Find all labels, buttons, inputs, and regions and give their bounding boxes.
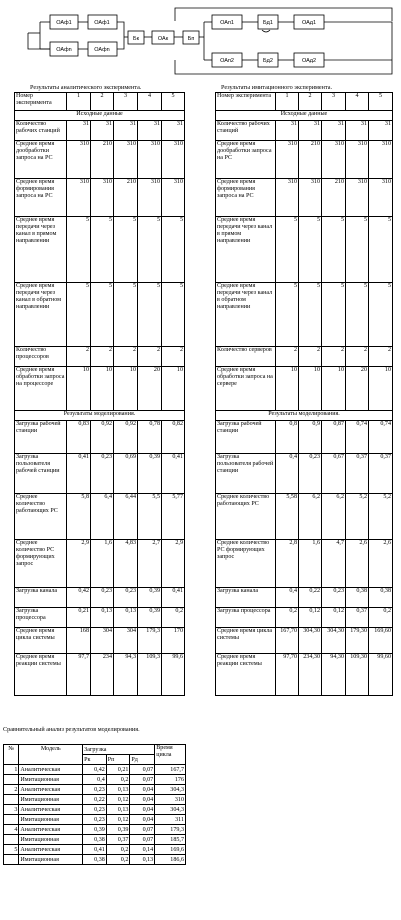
input-cell: 310	[369, 141, 393, 179]
result-cell: 0,8	[276, 421, 299, 454]
result-cell: 304	[114, 628, 138, 654]
input-cell: 310	[138, 179, 162, 217]
result-cell: 5,58	[276, 494, 299, 540]
result-cell: 304,30	[299, 628, 322, 654]
row-num	[4, 835, 19, 845]
input-row-label: Среднее время обработки запроса на процессоре	[15, 367, 67, 411]
node-label: ОАп2	[220, 58, 234, 64]
input-cell: 10	[299, 367, 322, 411]
result-cell: 0,38	[369, 588, 393, 608]
input-cell: 5	[369, 283, 393, 347]
input-cell: 210	[299, 141, 322, 179]
input-cell: 5	[162, 283, 185, 347]
col-load-header: Загрузка	[83, 745, 155, 755]
result-cell: 170	[162, 628, 185, 654]
exp-number: 2	[299, 93, 322, 111]
input-row-label: Среднее время передачи через канал в обратном направлении	[15, 283, 67, 347]
result-cell: 99,6	[162, 654, 185, 696]
input-row-label: Среднее время передачи через канал в прямом направлении	[216, 217, 276, 283]
result-cell: 0,21	[67, 608, 91, 628]
result-cell: 167,70	[276, 628, 299, 654]
result-cell: 304	[91, 628, 114, 654]
result-cell: 0,2	[162, 608, 185, 628]
input-cell: 31	[91, 121, 114, 141]
row-pp: 0,13	[106, 785, 130, 795]
row-pd: 0,04	[130, 795, 155, 805]
input-cell: 5	[346, 217, 369, 283]
col-pk-header: Pк	[83, 755, 107, 765]
comparison-row	[4, 805, 186, 815]
result-cell: 179,30	[346, 628, 369, 654]
row-pp: 0,2	[106, 845, 130, 855]
result-cell: 0,9	[299, 421, 322, 454]
input-cell: 210	[322, 179, 346, 217]
results-section-title: Результаты моделирования.	[216, 411, 393, 421]
node-label: ОАк	[157, 36, 169, 42]
row-pp: 0,13	[106, 805, 130, 815]
row-pd: 0,07	[130, 835, 155, 845]
result-cell: 0,92	[114, 421, 138, 454]
comparison-row	[4, 765, 186, 775]
input-cell: 5	[299, 283, 322, 347]
comparison-row	[4, 855, 186, 865]
result-cell: 5,8	[67, 494, 91, 540]
input-cell: 31	[369, 121, 393, 141]
result-cell: 1,6	[299, 540, 322, 588]
result-row-label: Среднее время цикла системы	[216, 628, 276, 654]
row-model: Имитационная	[19, 795, 83, 805]
input-row-label: Количество рабочих станций	[15, 121, 67, 141]
result-cell: 94,30	[322, 654, 346, 696]
input-cell: 310	[67, 141, 91, 179]
input-cell: 10	[67, 367, 91, 411]
input-cell: 5	[138, 283, 162, 347]
input-cell: 310	[346, 141, 369, 179]
row-pp: 0,12	[106, 815, 130, 825]
result-row-label: Загрузка процессора	[15, 608, 67, 628]
input-cell: 10	[369, 367, 393, 411]
input-cell: 5	[322, 283, 346, 347]
result-row-label: Среднее количество РС формирующих запрос	[216, 540, 276, 588]
node-label: ОАфn	[94, 47, 110, 53]
row-pp: 0,39	[106, 825, 130, 835]
comparison-row	[4, 825, 186, 835]
node-label: Бд2	[263, 58, 273, 64]
comparison-row	[4, 815, 186, 825]
input-cell: 31	[322, 121, 346, 141]
exp-number: 3	[322, 93, 346, 111]
comparison-table	[3, 744, 186, 865]
input-cell: 5	[91, 283, 114, 347]
input-cell: 310	[369, 179, 393, 217]
result-cell: 5,2	[346, 494, 369, 540]
exp-number: 4	[346, 93, 369, 111]
row-pd: 0,14	[130, 845, 155, 855]
row-pk: 0,41	[83, 845, 107, 855]
input-cell: 310	[346, 179, 369, 217]
row-time: 304,3	[155, 805, 186, 815]
result-cell: 4,7	[322, 540, 346, 588]
col-pp-header: Pп	[106, 755, 130, 765]
row-pp: 0,2	[106, 775, 130, 785]
system-diagram	[0, 0, 401, 86]
row-model: Аналитическая	[19, 845, 83, 855]
input-row-label: Среднее время формирования запроса на РС	[216, 179, 276, 217]
input-cell: 210	[91, 141, 114, 179]
input-cell: 5	[114, 283, 138, 347]
result-cell: 2,7	[138, 540, 162, 588]
input-cell: 20	[346, 367, 369, 411]
row-model: Имитационная	[19, 855, 83, 865]
result-cell: 0,41	[67, 454, 91, 494]
input-cell: 31	[114, 121, 138, 141]
result-cell: 0,2	[276, 608, 299, 628]
node-label: ОАп1	[220, 20, 234, 26]
comparison-row	[4, 775, 186, 785]
input-row-label: Среднее время дообработки запроса на РС	[15, 141, 67, 179]
input-cell: 5	[322, 217, 346, 283]
result-cell: 0,92	[91, 421, 114, 454]
input-cell: 5	[114, 217, 138, 283]
result-cell: 6,2	[299, 494, 322, 540]
input-cell: 31	[162, 121, 185, 141]
result-cell: 109,3	[138, 654, 162, 696]
result-cell: 109,30	[346, 654, 369, 696]
result-cell: 0,37	[369, 454, 393, 494]
result-cell: 6,44	[114, 494, 138, 540]
result-cell: 0,74	[346, 421, 369, 454]
result-cell: 168	[67, 628, 91, 654]
input-cell: 2	[276, 347, 299, 367]
node-label: ОАд2	[301, 58, 317, 64]
comparison-row	[4, 835, 186, 845]
result-cell: 97,7	[67, 654, 91, 696]
input-cell: 310	[162, 179, 185, 217]
row-time: 311	[155, 815, 186, 825]
input-section-title: Исходные данные	[15, 111, 185, 121]
row-num	[4, 855, 19, 865]
row-model: Имитационная	[19, 775, 83, 785]
input-cell: 5	[369, 217, 393, 283]
results-section-title: Результаты моделирования.	[15, 411, 185, 421]
result-cell: 0,37	[346, 608, 369, 628]
result-cell: 0,87	[322, 421, 346, 454]
comparison-row	[4, 845, 186, 855]
row-pd: 0,04	[130, 785, 155, 795]
analytic-caption: Результаты аналитического эксперимента.	[30, 84, 142, 91]
result-cell: 0,37	[346, 454, 369, 494]
input-cell: 2	[114, 347, 138, 367]
row-time: 185,7	[155, 835, 186, 845]
node-label: ОАфn	[56, 47, 72, 53]
exp-number-label: Номер эксперимента	[15, 93, 67, 111]
row-num: 2	[4, 785, 19, 795]
input-cell: 310	[114, 141, 138, 179]
result-cell: 0,4	[276, 588, 299, 608]
input-cell: 310	[162, 141, 185, 179]
input-cell: 2	[67, 347, 91, 367]
result-cell: 0,39	[138, 588, 162, 608]
exp-number-label: Номер эксперимента	[216, 93, 276, 111]
input-cell: 31	[138, 121, 162, 141]
col-time-header: Время цикла	[155, 745, 186, 765]
node-label: ОАд1	[301, 20, 317, 26]
input-row-label: Среднее время обработки запроса на сервере	[216, 367, 276, 411]
row-model: Аналитическая	[19, 785, 83, 795]
input-cell: 5	[276, 217, 299, 283]
result-row-label: Среднее количество работающих РС	[15, 494, 67, 540]
result-cell: 0,41	[162, 454, 185, 494]
exp-number: 4	[138, 93, 162, 111]
exp-number: 1	[67, 93, 91, 111]
result-cell: 2,8	[276, 540, 299, 588]
input-cell: 10	[322, 367, 346, 411]
input-row-label: Среднее время передачи через канал в обратном направлении	[216, 283, 276, 347]
row-pk: 0,38	[83, 855, 107, 865]
result-cell: 4,83	[114, 540, 138, 588]
result-row-label: Загрузка пользователя рабочей станции	[15, 454, 67, 494]
result-cell: 0,23	[114, 588, 138, 608]
row-num: 5	[4, 845, 19, 855]
input-cell: 310	[276, 179, 299, 217]
result-cell: 5,77	[162, 494, 185, 540]
row-pk: 0,4	[83, 775, 107, 785]
result-cell: 0,42	[67, 588, 91, 608]
input-cell: 31	[67, 121, 91, 141]
result-row-label: Загрузка канала	[15, 588, 67, 608]
row-model: Аналитическая	[19, 765, 83, 775]
col-num-header: №	[4, 745, 19, 765]
exp-number: 1	[276, 93, 299, 111]
result-cell: 234,30	[299, 654, 322, 696]
input-cell: 310	[322, 141, 346, 179]
comparison-row	[4, 785, 186, 795]
result-cell: 2,9	[162, 540, 185, 588]
node-label: ОАф1	[94, 20, 110, 26]
result-cell: 0,12	[299, 608, 322, 628]
input-cell: 5	[91, 217, 114, 283]
result-cell: 6,4	[91, 494, 114, 540]
input-cell: 5	[67, 217, 91, 283]
row-num	[4, 775, 19, 785]
node-label: Бп	[187, 36, 195, 42]
node-label: ОАф1	[56, 20, 72, 26]
input-row-label: Среднее время формирования запроса на РС	[15, 179, 67, 217]
comparison-row	[4, 795, 186, 805]
result-cell: 0,39	[138, 454, 162, 494]
input-cell: 20	[138, 367, 162, 411]
input-cell: 310	[276, 141, 299, 179]
result-row-label: Загрузка процессора	[216, 608, 276, 628]
row-time: 176	[155, 775, 186, 785]
result-cell: 0,38	[346, 588, 369, 608]
input-cell: 2	[162, 347, 185, 367]
input-cell: 5	[346, 283, 369, 347]
input-cell: 5	[299, 217, 322, 283]
row-pk: 0,23	[83, 785, 107, 795]
result-cell: 0,23	[322, 588, 346, 608]
input-cell: 5	[67, 283, 91, 347]
input-row-label: Количество серверов	[216, 347, 276, 367]
result-cell: 5,2	[369, 494, 393, 540]
result-cell: 0,23	[91, 588, 114, 608]
result-cell: 0,39	[138, 608, 162, 628]
input-cell: 5	[138, 217, 162, 283]
result-row-label: Среднее количество работающих РС	[216, 494, 276, 540]
row-pk: 0,22	[83, 795, 107, 805]
input-section-title: Исходные данные	[216, 111, 393, 121]
input-row-label: Количество рабочих станций	[216, 121, 276, 141]
result-cell: 2,6	[369, 540, 393, 588]
row-pp: 0,2	[106, 855, 130, 865]
result-cell: 2,6	[346, 540, 369, 588]
result-cell: 0,82	[162, 421, 185, 454]
diagram-svg	[0, 0, 401, 86]
result-cell: 0,12	[322, 608, 346, 628]
result-row-label: Среднее время реакции системы	[15, 654, 67, 696]
input-cell: 31	[346, 121, 369, 141]
input-row-label: Среднее время дообработки запроса на РС	[216, 141, 276, 179]
input-cell: 310	[138, 141, 162, 179]
result-cell: 5,5	[138, 494, 162, 540]
result-cell: 94,3	[114, 654, 138, 696]
row-time: 186,6	[155, 855, 186, 865]
input-cell: 2	[299, 347, 322, 367]
node-label: Бд1	[263, 20, 273, 26]
input-row-label: Среднее время передачи через канал в прямом направлении	[15, 217, 67, 283]
input-cell: 10	[91, 367, 114, 411]
row-time: 179,3	[155, 825, 186, 835]
result-row-label: Загрузка канала	[216, 588, 276, 608]
result-cell: 179,3	[138, 628, 162, 654]
input-cell: 210	[114, 179, 138, 217]
row-pp: 0,21	[106, 765, 130, 775]
result-cell: 97,70	[276, 654, 299, 696]
row-pd: 0,07	[130, 825, 155, 835]
row-time: 169,6	[155, 845, 186, 855]
input-cell: 2	[346, 347, 369, 367]
col-pd-header: Pд	[130, 755, 155, 765]
result-row-label: Загрузка рабочей станции	[15, 421, 67, 454]
row-time: 304,3	[155, 785, 186, 795]
row-pd: 0,07	[130, 765, 155, 775]
input-cell: 5	[276, 283, 299, 347]
result-row-label: Среднее количество РС формирующих запрос	[15, 540, 67, 588]
input-cell: 31	[276, 121, 299, 141]
input-cell: 31	[299, 121, 322, 141]
result-row-label: Среднее время реакции системы	[216, 654, 276, 696]
row-pp: 0,12	[106, 795, 130, 805]
row-pd: 0,13	[130, 855, 155, 865]
input-cell: 10	[114, 367, 138, 411]
row-model: Аналитическая	[19, 805, 83, 815]
exp-number: 5	[162, 93, 185, 111]
result-cell: 0,67	[322, 454, 346, 494]
simulation-caption: Результаты имитационного эксперимента.	[221, 84, 333, 91]
input-cell: 310	[67, 179, 91, 217]
result-cell: 0,22	[299, 588, 322, 608]
node-label: Бк	[132, 36, 140, 42]
result-cell: 0,78	[138, 421, 162, 454]
row-num: 3	[4, 805, 19, 815]
result-cell: 2,9	[67, 540, 91, 588]
input-cell: 10	[162, 367, 185, 411]
result-cell: 0,41	[162, 588, 185, 608]
row-pk: 0,23	[83, 805, 107, 815]
input-cell: 10	[276, 367, 299, 411]
input-row-label: Количество процессоров	[15, 347, 67, 367]
result-cell: 1,6	[91, 540, 114, 588]
input-cell: 5	[162, 217, 185, 283]
result-cell: 304,30	[322, 628, 346, 654]
result-cell: 0,23	[91, 454, 114, 494]
row-pd: 0,04	[130, 805, 155, 815]
result-cell: 0,23	[299, 454, 322, 494]
row-pp: 0,37	[106, 835, 130, 845]
row-model: Имитационная	[19, 815, 83, 825]
analytic-results-table	[14, 92, 185, 696]
input-cell: 310	[299, 179, 322, 217]
simulation-results-table	[215, 92, 393, 696]
result-cell: 0,4	[276, 454, 299, 494]
row-pk: 0,38	[83, 835, 107, 845]
exp-number: 2	[91, 93, 114, 111]
row-pk: 0,23	[83, 815, 107, 825]
row-time: 310	[155, 795, 186, 805]
result-cell: 0,13	[91, 608, 114, 628]
row-pk: 0,39	[83, 825, 107, 835]
result-cell: 234	[91, 654, 114, 696]
row-pk: 0,42	[83, 765, 107, 775]
result-cell: 0,83	[67, 421, 91, 454]
row-pd: 0,04	[130, 815, 155, 825]
row-num: 4	[4, 825, 19, 835]
exp-number: 5	[369, 93, 393, 111]
exp-number: 3	[114, 93, 138, 111]
col-model-header: Модель	[19, 745, 83, 765]
row-pd: 0,07	[130, 775, 155, 785]
result-row-label: Загрузка рабочей станции	[216, 421, 276, 454]
row-num	[4, 795, 19, 805]
result-cell: 0,13	[114, 608, 138, 628]
result-cell: 0,2	[369, 608, 393, 628]
result-row-label: Загрузка пользователя рабочей станции	[216, 454, 276, 494]
input-cell: 2	[138, 347, 162, 367]
result-row-label: Среднее время цикла системы	[15, 628, 67, 654]
result-cell: 0,69	[114, 454, 138, 494]
row-model: Аналитическая	[19, 825, 83, 835]
result-cell: 0,74	[369, 421, 393, 454]
row-num	[4, 815, 19, 825]
result-cell: 169,60	[369, 628, 393, 654]
input-cell: 310	[91, 179, 114, 217]
row-model: Имитационная	[19, 835, 83, 845]
row-time: 167,7	[155, 765, 186, 775]
input-cell: 2	[369, 347, 393, 367]
comparison-caption: Сравнительный анализ результатов моделирования.	[3, 726, 140, 733]
row-num: 1	[4, 765, 19, 775]
result-cell: 6,2	[322, 494, 346, 540]
result-cell: 99,60	[369, 654, 393, 696]
input-cell: 2	[91, 347, 114, 367]
input-cell: 2	[322, 347, 346, 367]
